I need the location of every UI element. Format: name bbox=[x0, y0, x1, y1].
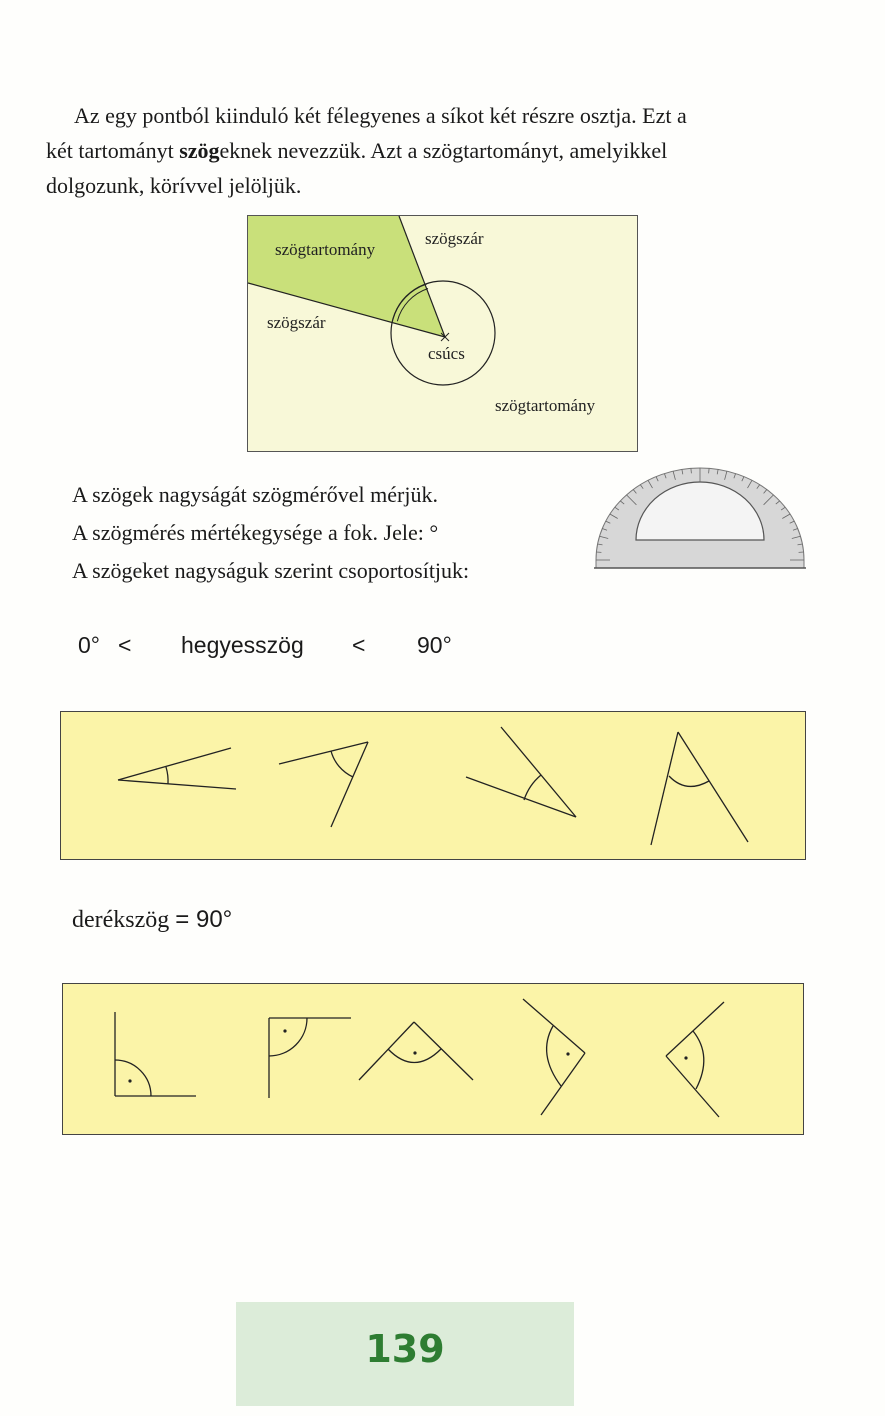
intro-line-1: Az egy pontból kiinduló két félegyenes a síkot két részre osztja. Ezt a bbox=[74, 103, 687, 128]
intro-paragraph bbox=[46, 98, 826, 203]
acute-angle-1 bbox=[118, 748, 236, 789]
right-angle-5 bbox=[666, 1002, 724, 1117]
right-angle-2 bbox=[269, 1018, 351, 1098]
intro-term-bold: szög bbox=[179, 138, 220, 163]
measure-line-1: A szögek nagyságát szögmérővel mérjük. bbox=[72, 482, 438, 507]
acute-angle-3 bbox=[466, 727, 576, 817]
acute-upper-bound: 90° bbox=[417, 632, 452, 658]
protractor-icon bbox=[594, 464, 806, 576]
right-angle-3 bbox=[359, 1022, 473, 1080]
label-arm-top: szögszár bbox=[425, 229, 484, 248]
right-angle-definition bbox=[72, 906, 232, 934]
right-angle-name: derékszög bbox=[72, 907, 170, 933]
acute-angle-name: hegyesszög bbox=[181, 632, 304, 658]
label-other-region: szögtartomány bbox=[495, 396, 596, 415]
intro-line-2-start: két tartományt bbox=[46, 138, 180, 163]
acute-less-than-2: < bbox=[352, 632, 366, 658]
intro-line-2-end: eknek nevezzük. Azt a szögtartományt, amelyikkel bbox=[219, 138, 668, 163]
right-angles-box bbox=[62, 983, 804, 1135]
right-angle-1 bbox=[115, 1012, 196, 1096]
right-angle-4 bbox=[523, 999, 585, 1115]
angle-diagram bbox=[247, 215, 638, 452]
protractor-tick bbox=[709, 468, 710, 473]
label-vertex: csúcs bbox=[428, 344, 465, 363]
page-number: 139 bbox=[365, 1327, 445, 1371]
measure-line-3: A szögeket nagyságuk szerint csoportosítjuk: bbox=[72, 558, 470, 583]
label-arm-left: szögszár bbox=[267, 313, 326, 332]
intro-line-2 bbox=[46, 133, 826, 168]
measure-line-2: A szögmérés mértékegysége a fok. Jele: ° bbox=[72, 520, 439, 545]
acute-angles-box bbox=[60, 711, 806, 860]
acute-angle-2 bbox=[279, 742, 368, 827]
label-shaded-region: szögtartomány bbox=[275, 240, 376, 259]
acute-lower-bound: 0° bbox=[78, 632, 100, 658]
acute-less-than-1: < bbox=[118, 632, 132, 658]
protractor-tick bbox=[691, 468, 692, 473]
page-number-box bbox=[236, 1302, 574, 1406]
intro-line-3: dolgozunk, körívvel jelöljük. bbox=[46, 173, 302, 198]
acute-angle-4 bbox=[651, 732, 748, 845]
right-angle-value: = 90° bbox=[175, 906, 233, 933]
measure-text bbox=[72, 476, 469, 590]
